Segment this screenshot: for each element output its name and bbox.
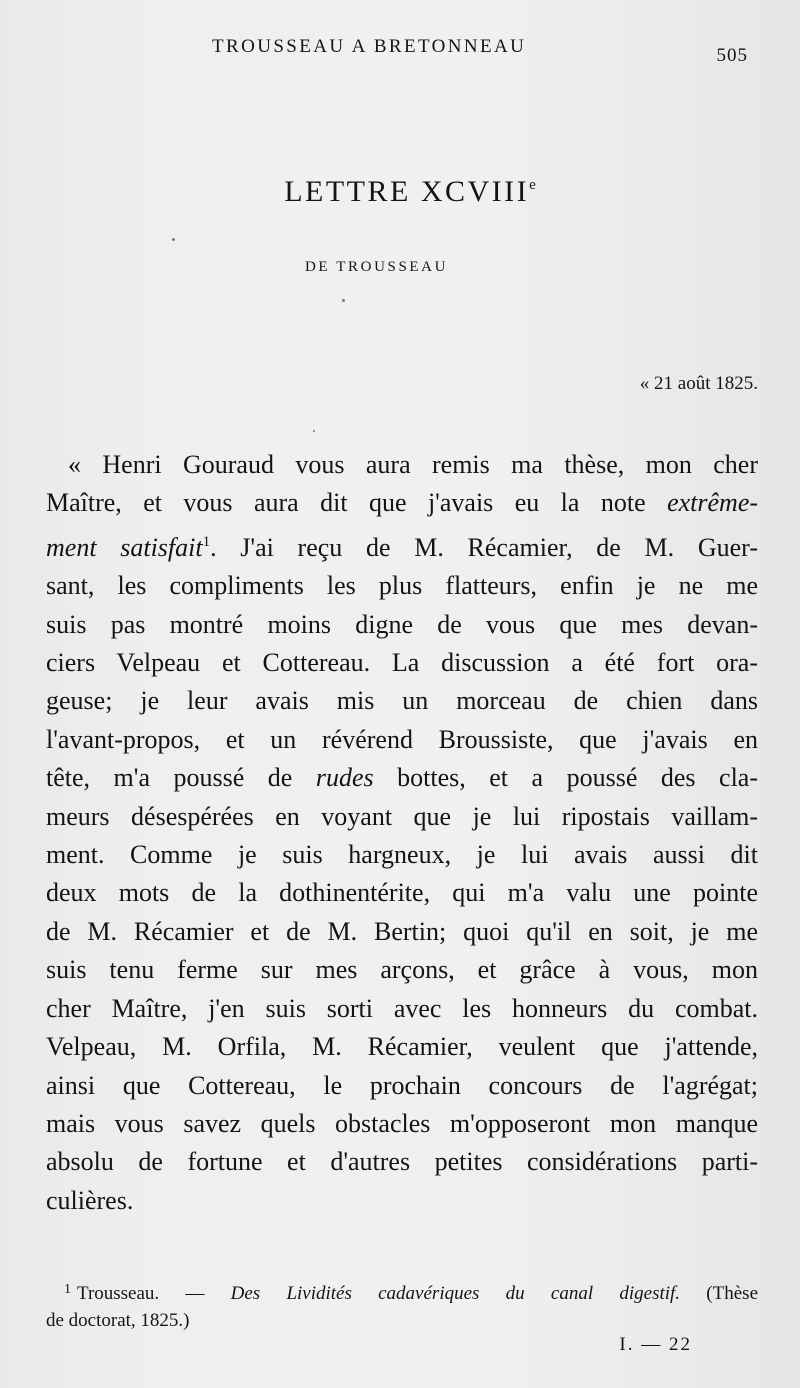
signature-mark: I. — 22 [619, 1334, 692, 1355]
body-line: ainsi que Cottereau, le prochain concours de l'agrégat; [46, 1070, 758, 1100]
footnote-line [46, 1276, 758, 1307]
italic-emphasis: rudes [315, 763, 374, 793]
body-line-text: bottes, et a poussé des cla- [373, 763, 758, 793]
body-line: ciers Velpeau et Cottereau. La discussion a été fort ora- [46, 648, 758, 678]
body-line: cher Maître, j'en suis sorti avec les honneurs du combat. [46, 993, 758, 1023]
ink-speck [172, 238, 175, 241]
body-line: meurs désespérées en voyant que je lui ripostais vaillam- [46, 801, 758, 831]
body-line [46, 759, 758, 797]
letter-body [46, 446, 758, 1220]
body-line: geuse; je leur avais mis un morceau de chien dans [46, 686, 758, 716]
footnote-text: (Thèse [680, 1283, 758, 1304]
italic-emphasis: ment satisfait [46, 532, 203, 562]
body-line: suis pas montré moins digne de vous que mes devan- [46, 609, 758, 639]
letter-title-text: LETTRE XCVIII [284, 175, 530, 208]
body-line-text: . J'ai reçu de M. Récamier, de M. Guer- [210, 532, 758, 562]
ink-speck [313, 430, 315, 432]
body-line: ment. Comme je suis hargneux, je lui avais aussi dit [46, 840, 758, 870]
footnote-reference: 1 [202, 533, 211, 550]
page-number: 505 [716, 45, 748, 66]
running-head: TROUSSEAU A BRETONNEAU [212, 36, 527, 57]
footnote-line: de doctorat, 1825.) [46, 1310, 190, 1331]
body-line: suis tenu ferme sur mes arçons, et grâce à vous, mon [46, 955, 758, 985]
body-line-text: tête, m'a poussé de [46, 763, 293, 793]
italic-emphasis: extrême- [667, 488, 759, 518]
body-line: de M. Récamier et de M. Bertin; quoi qu'il en soit, je me [46, 916, 758, 946]
footnote-number: 1 [64, 1282, 71, 1297]
body-line: mais vous savez quels obstacles m'opposeront mon manque [46, 1108, 758, 1138]
body-line: Velpeau, M. Orfila, M. Récamier, veulent que j'attende, [46, 1032, 758, 1062]
footnote [46, 1276, 758, 1334]
body-line: « Henri Gouraud vous aura remis ma thèse, mon cher [68, 450, 758, 479]
body-line: absolu de fortune et d'autres petites considérations parti- [46, 1147, 758, 1177]
letter-title [0, 175, 800, 209]
body-line-text: Maître, et vous aura dit que j'avais eu la note [46, 488, 646, 518]
body-line: l'avant-propos, et un révérend Broussiste, que j'avais en [46, 724, 758, 754]
body-line: culières. [46, 1185, 134, 1215]
letter-date: « 21 août 1825. [639, 373, 758, 394]
body-line: sant, les compliments les plus flatteurs, enfin je ne me [46, 571, 758, 601]
body-line [46, 484, 758, 522]
letter-title-suffix: e [529, 177, 536, 193]
ink-speck [342, 299, 345, 302]
body-line [46, 523, 758, 567]
footnote-title: Des Lividités cadavériques du canal digestif. [230, 1283, 681, 1304]
letter-sender: DE TROUSSEAU [305, 259, 449, 275]
body-line: deux mots de la dothinentérite, qui m'a valu une pointe [46, 878, 758, 908]
footnote-text: Trousseau. — [77, 1283, 231, 1304]
